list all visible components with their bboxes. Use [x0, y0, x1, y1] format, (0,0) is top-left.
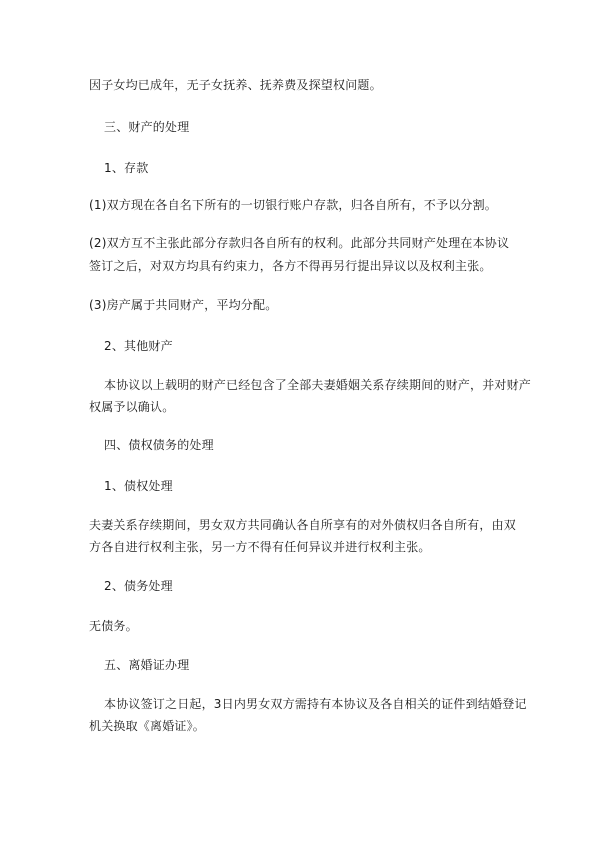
paragraph-other-property-line1: 本协议以上载明的财产已经包含了全部夫妻婚姻关系存续期间的财产，并对财产 — [104, 378, 532, 392]
paragraph-claims-line1: 夫妻关系存续期间，男女双方共同确认各自所享有的对外债权归各自所有，由双 — [89, 518, 517, 532]
paragraph-certificate-line1: 本协议签订之日起，3日内男女双方需持有本协议及各自相关的证件到结婚登记 — [104, 697, 527, 711]
paragraph-deposits-3: (3)房产属于共同财产，平均分配。 — [89, 298, 278, 312]
paragraph-deposits-1: (1)双方现在各自名下所有的一切银行账户存款，归各自所有，不予以分割。 — [89, 198, 498, 212]
paragraph-deposits-2-line1: (2)双方互不主张此部分存款归各自所有的权利。此部分共同财产处理在本协议 — [89, 236, 510, 250]
paragraph-other-property-line2: 权属予以确认。 — [89, 400, 175, 414]
subheading-debts: 2、债务处理 — [104, 579, 173, 593]
subheading-other-property: 2、其他财产 — [104, 339, 173, 353]
paragraph-children-note: 因子女均已成年，无子女抚养、抚养费及探望权问题。 — [89, 78, 382, 92]
subheading-deposits: 1、存款 — [104, 161, 149, 175]
subheading-claims: 1、债权处理 — [104, 479, 173, 493]
section-heading-property: 三、财产的处理 — [104, 120, 190, 134]
section-heading-debts: 四、债权债务的处理 — [104, 438, 214, 452]
paragraph-deposits-2-line2: 签订之后，对双方均具有约束力，各方不得再另行提出异议以及权利主张。 — [89, 259, 492, 273]
paragraph-certificate-line2: 机关换取《离婚证》。 — [89, 719, 206, 733]
paragraph-claims-line2: 方各自进行权利主张，另一方不得有任何异议并进行权利主张。 — [89, 540, 431, 554]
section-heading-divorce-certificate: 五、离婚证办理 — [104, 658, 190, 672]
paragraph-no-debts: 无债务。 — [89, 619, 138, 633]
